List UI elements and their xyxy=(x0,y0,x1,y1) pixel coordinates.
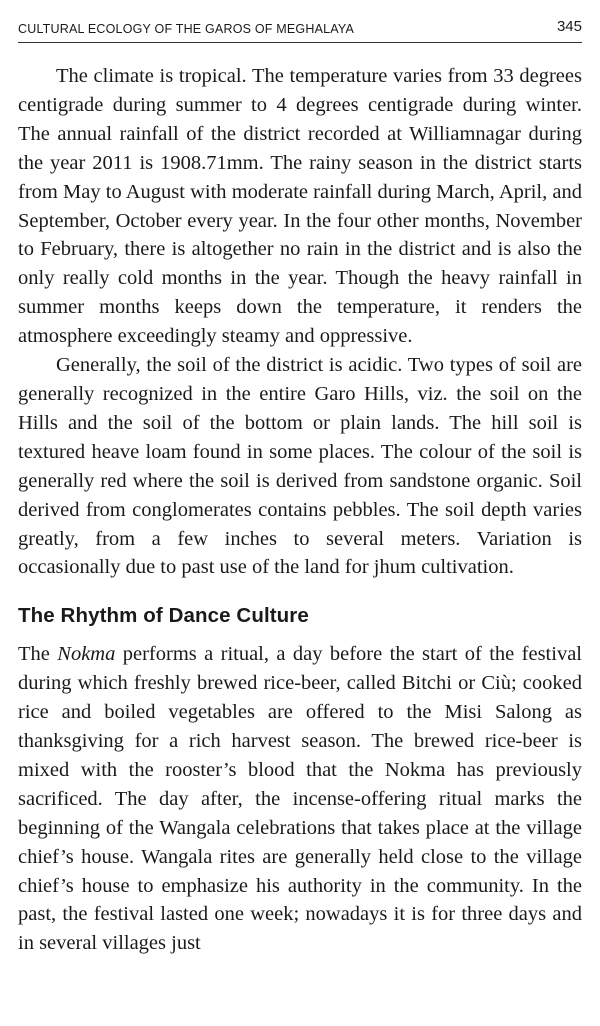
paragraph-lead-text: The xyxy=(18,643,58,666)
book-page xyxy=(18,0,582,1026)
page-body xyxy=(18,62,582,958)
running-header xyxy=(18,18,582,43)
page-number: 345 xyxy=(556,18,582,35)
italic-term-nokma: Nokma xyxy=(57,643,116,666)
section-heading: The Rhythm of Dance Culture xyxy=(18,604,309,628)
paragraph-soil: Generally, the soil of the district is acidic. Two types of soil are generally recognized in the entire Garo Hills, viz. the soil on the Hills and the soil of the bottom or plain lands. The hill soil is textured heave loam found in some places. The colour of the soil is generally red where the soil is derived from sandstone organic. Soil derived from conglomerates contains pebbles. The soil depth varies greatly, from a few inches to several meters. Variation is occasionally due to past use of the land for jhum cultivation. xyxy=(18,354,582,579)
running-title: CULTURAL ECOLOGY OF THE GAROS OF MEGHALAYA xyxy=(18,22,355,36)
paragraph-rest-text: performs a ritual, a day before the start of the festival during which freshly brewed rice-beer, called Bitchi or Ciù; cooked rice and boiled vegetables are offered to the Misi Salong as thanksgiving for a rich harvest season. The brewed rice-beer is mixed with the rooster’s blood that the Nokma has previously sacrificed. The day after, the incense-offering ritual marks the beginning of the Wangala celebrations that takes place at the village chief’s house. Wangala rites are generally held close to the village chief’s house to emphasize his authority in the community. In the past, the festival lasted one week; nowadays it is for three days and in several villages just xyxy=(18,643,582,955)
paragraph-climate: The climate is tropical. The temperature varies from 33 degrees centigrade during summer to 4 degrees centigrade during winter. The annual rainfall of the district recorded at Williamnagar during the year 2011 is 1908.71mm. The rainy season in the district starts from May to August with moderate rainfall during March, April, and September, October every year. In the four other months, November to February, there is altogether no rain in the district and is also the only really cold months in the year. Though the heavy rainfall in summer months keeps down the temperature, it renders the atmosphere exceedingly steamy and oppressive. xyxy=(18,65,582,348)
paragraph-nokma-ritual xyxy=(18,640,582,958)
